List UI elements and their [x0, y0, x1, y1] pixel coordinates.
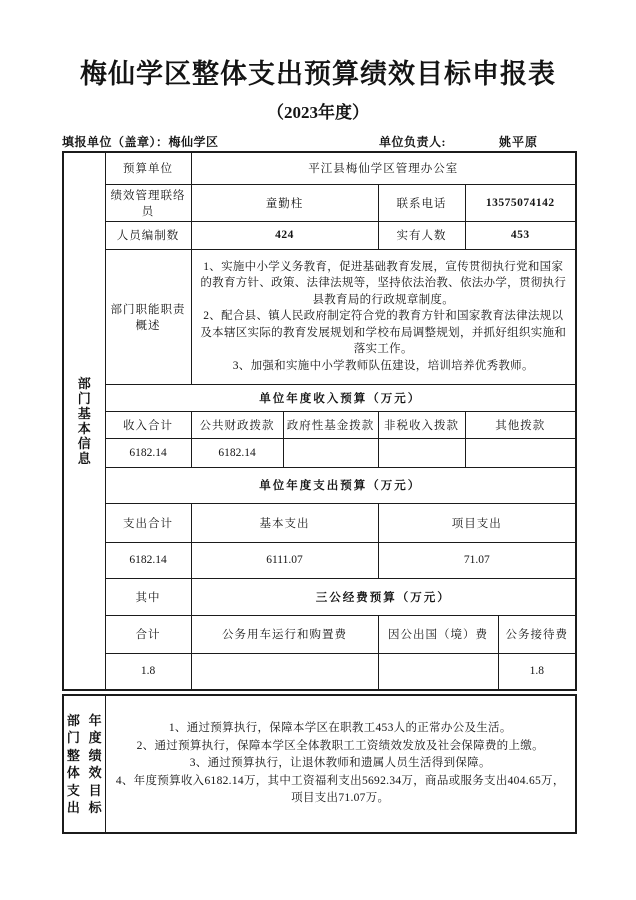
income-section-header: 单位年度收入预算（万元）	[105, 384, 576, 411]
duty-description	[191, 249, 576, 384]
table-row	[63, 411, 576, 438]
table-row	[63, 695, 576, 833]
income-col-gov-fund: 政府性基金拨款	[283, 411, 378, 438]
table-row	[63, 653, 576, 690]
sangong-section-header: 三公经费预算（万元）	[191, 578, 576, 615]
goals-vertical-label-right: 年度绩效目标	[88, 712, 102, 815]
income-public-finance-value: 6182.14	[191, 438, 283, 467]
filler-unit-label: 填报单位（盖章）：	[62, 135, 169, 149]
table-row	[63, 221, 576, 249]
income-total-value: 6182.14	[105, 438, 191, 467]
goals-line: 3、通过预算执行，让退休教师和遗属人员生活得到保障。	[189, 757, 491, 770]
liaison-value: 童勤柱	[191, 184, 378, 221]
table-row	[63, 249, 576, 384]
goals-vertical-header	[63, 695, 105, 833]
page-title: 梅仙学区整体支出预算绩效目标申报表	[80, 59, 556, 89]
expenditure-section-header: 单位年度支出预算（万元）	[105, 467, 576, 503]
sangong-reception-value: 1.8	[498, 653, 576, 690]
goals-line: 2、通过预算执行，保障本学区全体教职工工资绩效发放及社会保障费的上缴。	[136, 739, 544, 752]
income-other-value	[465, 438, 576, 467]
income-gov-fund-value	[283, 438, 378, 467]
table-row	[63, 542, 576, 578]
goals-line: 4、年度预算收入6182.14万，其中工资福利支出5692.34万，商品或服务支出404.65万，项目支出71.07万。	[115, 774, 565, 805]
goals-table	[62, 694, 577, 834]
budget-unit-value: 平江县梅仙学区管理办公室	[191, 152, 576, 184]
expenditure-basic-value: 6111.07	[191, 542, 378, 578]
staffing-label: 人员编制数	[105, 221, 191, 249]
duty-label: 部门职能职责概述	[105, 249, 191, 384]
income-col-nontax: 非税收入拨款	[378, 411, 465, 438]
actual-count-label: 实有人数	[378, 221, 465, 249]
among-which-label: 其中	[105, 578, 191, 615]
duty-line: 2、配合县、镇人民政府制定符合党的教育方针和国家教育法律法规以及本辖区实际的教育发展规划和学校布局调整规划，并抓好组织实施和落实工作。	[200, 310, 567, 356]
phone-value: 13575074142	[465, 184, 576, 221]
unit-head-label: 单位负责人:	[379, 135, 446, 149]
income-nontax-value	[378, 438, 465, 467]
page-subtitle: （2023年度）	[267, 103, 369, 122]
table-row	[63, 578, 576, 615]
expenditure-project-value: 71.07	[378, 542, 576, 578]
table-row	[63, 384, 576, 411]
basic-info-vertical-header	[63, 152, 105, 690]
expenditure-total-value: 6182.14	[105, 542, 191, 578]
budget-table	[62, 151, 577, 691]
table-row	[63, 184, 576, 221]
phone-label: 联系电话	[378, 184, 465, 221]
sangong-vehicle-value	[191, 653, 378, 690]
expenditure-col-total: 支出合计	[105, 503, 191, 542]
duty-line: 3、加强和实施中小学教师队伍建设，培训培养优秀教师。	[232, 359, 534, 372]
filler-unit	[62, 133, 219, 150]
table-row	[63, 152, 576, 184]
table-row	[63, 438, 576, 467]
form-meta-row	[62, 133, 575, 151]
income-col-other: 其他拨款	[465, 411, 576, 438]
liaison-label: 绩效管理联络员	[105, 184, 191, 221]
table-row	[63, 467, 576, 503]
expenditure-col-project: 项目支出	[378, 503, 576, 542]
staffing-value: 424	[191, 221, 378, 249]
goals-line: 1、通过预算执行，保障本学区在职教工453人的正常办公及生活。	[168, 722, 512, 735]
income-col-public-finance: 公共财政拨款	[191, 411, 283, 438]
budget-unit-label: 预算单位	[105, 152, 191, 184]
actual-count-value: 453	[465, 221, 576, 249]
goals-vertical-label-left: 部门整体支出	[66, 712, 80, 815]
sangong-col-abroad: 因公出国（境）费	[378, 615, 498, 653]
expenditure-col-basic: 基本支出	[191, 503, 378, 542]
sangong-total-value: 1.8	[105, 653, 191, 690]
sangong-col-reception: 公务接待费	[498, 615, 576, 653]
unit-head-value: 姚平原	[499, 135, 539, 149]
duty-line: 1、实施中小学义务教育，促进基础教育发展，宣传贯彻执行党和国家的教育方针、政策、法律法规等，坚持依法治教、依法办学，贯彻执行县教育局的行政规章制度。	[200, 260, 567, 306]
basic-info-vertical-label: 部门基本信息	[77, 376, 91, 466]
goals-description	[105, 695, 576, 833]
sangong-abroad-value	[378, 653, 498, 690]
table-row	[63, 503, 576, 542]
table-row	[63, 615, 576, 653]
filler-unit-value: 梅仙学区	[168, 135, 219, 149]
sangong-col-vehicle: 公务用车运行和购置费	[191, 615, 378, 653]
income-col-total: 收入合计	[105, 411, 191, 438]
sangong-col-total: 合计	[105, 615, 191, 653]
